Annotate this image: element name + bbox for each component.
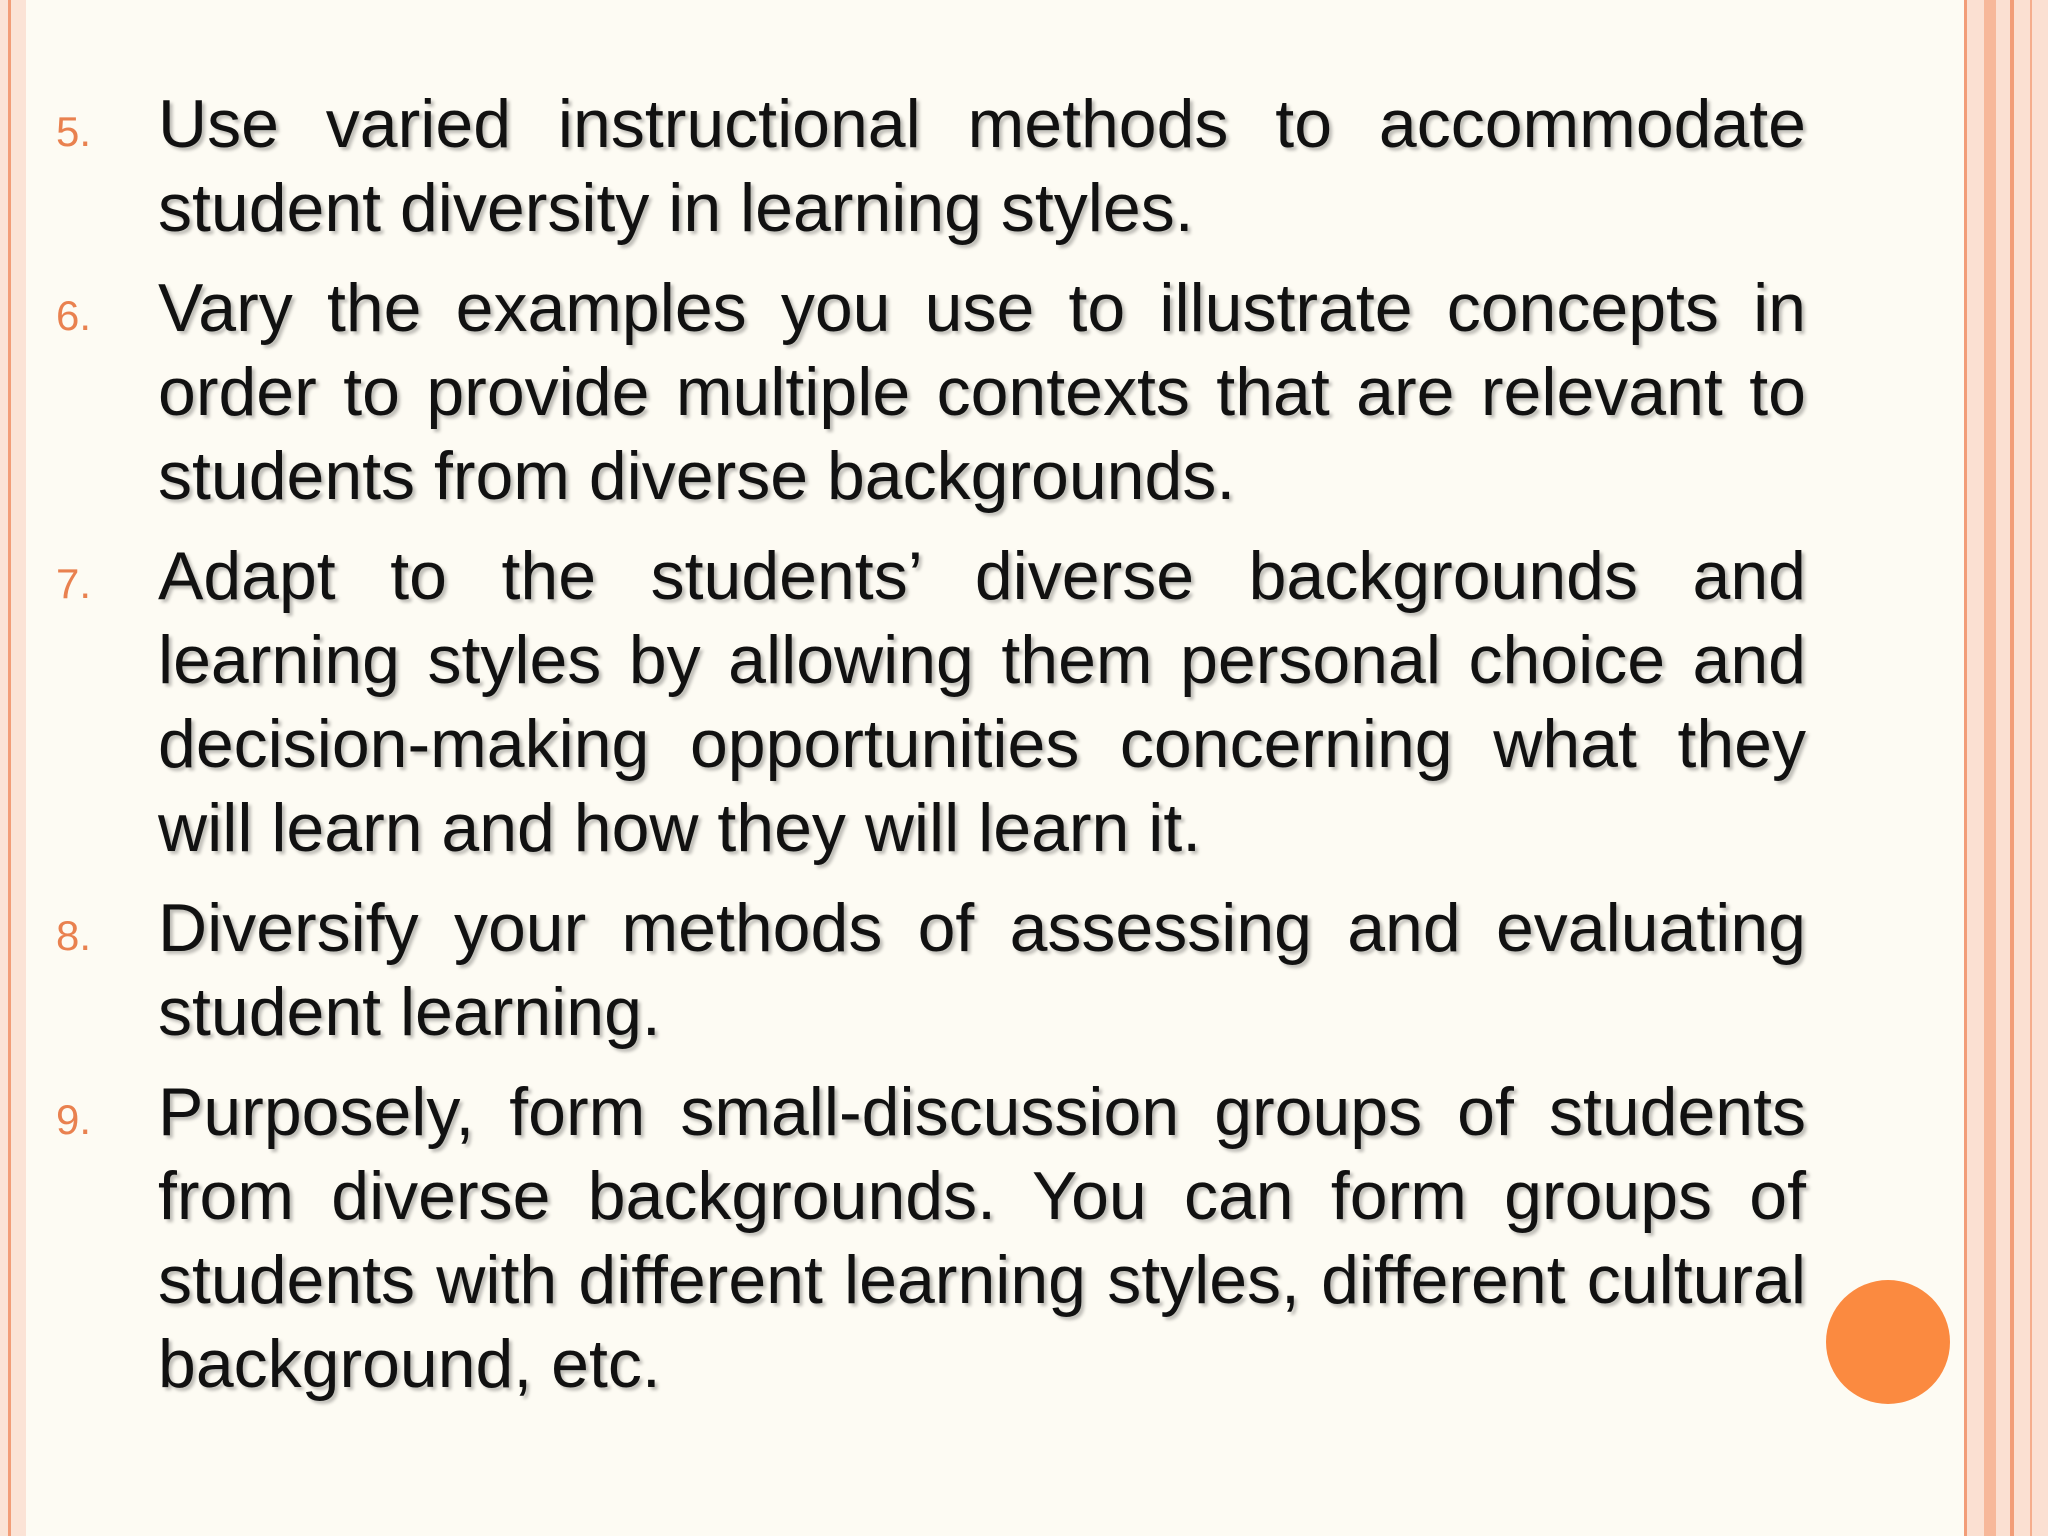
item-text: Use varied instructional methods to accommodate student diversity in learning styles. bbox=[158, 86, 1806, 246]
right-border-band bbox=[1964, 0, 2048, 1536]
item-text: Purposely, form small-discussion groups of students from diverse backgrounds. You can form groups of students with different learning styles, different cultural background, etc. bbox=[158, 1074, 1806, 1402]
list-item bbox=[50, 1070, 1806, 1406]
accent-circle bbox=[1826, 1280, 1950, 1404]
item-text: Diversify your methods of assessing and evaluating student learning. bbox=[158, 890, 1806, 1050]
item-number: 9. bbox=[56, 1096, 92, 1143]
right-border-line bbox=[2030, 0, 2032, 1536]
list-item bbox=[50, 886, 1806, 1054]
numbered-list bbox=[50, 82, 1806, 1422]
left-border-line bbox=[8, 0, 11, 1536]
item-text: Adapt to the students’ diverse backgrounds and learning styles by allowing them personal choice and decision-making opportunities concerning what they will learn and how they will learn it. bbox=[158, 538, 1806, 866]
right-border-line bbox=[2010, 0, 2014, 1536]
right-border-line bbox=[1984, 0, 1996, 1536]
item-text: Vary the examples you use to illustrate concepts in order to provide multiple contexts that are relevant to students from diverse backgrounds. bbox=[158, 270, 1806, 514]
left-border-band bbox=[0, 0, 26, 1536]
item-number: 5. bbox=[56, 108, 92, 155]
item-number: 7. bbox=[56, 560, 92, 607]
list-item bbox=[50, 534, 1806, 870]
list-item bbox=[50, 266, 1806, 518]
item-number: 8. bbox=[56, 912, 92, 959]
item-number: 6. bbox=[56, 292, 92, 339]
right-border-line bbox=[1964, 0, 1967, 1536]
list-item bbox=[50, 82, 1806, 250]
